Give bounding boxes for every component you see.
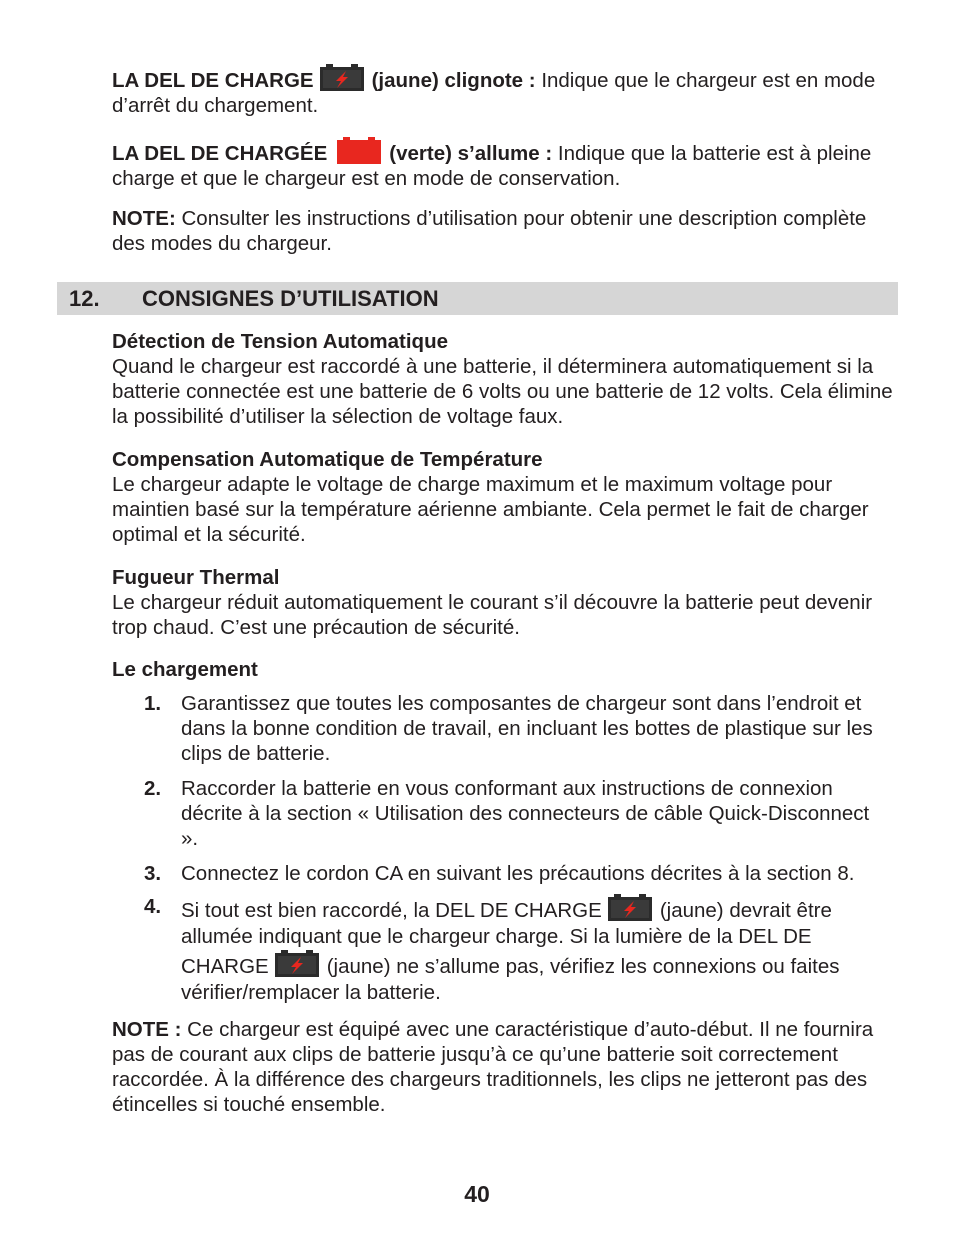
note-label: NOTE : [112, 1018, 182, 1041]
led-charging-state: (jaune) clignote : [371, 69, 536, 92]
subsection-heading: Fugueur Thermal [112, 566, 280, 589]
section-header [57, 282, 898, 315]
list-item-number: 1. [144, 692, 162, 715]
list-item [112, 691, 881, 766]
note-text: Consulter les instructions d’utilisation pour obtenir une description complète des modes du chargeur. [112, 207, 867, 255]
note-label: NOTE: [112, 207, 176, 230]
list-item [112, 861, 901, 886]
list-item [112, 776, 881, 851]
list-item-text: Si tout est bien raccordé, la DEL DE CHARGE [181, 899, 602, 922]
note-text: Ce chargeur est équipé avec une caractéristique d’auto-début. Il ne fournira pas de courant aux clips de batterie jusqu’à ce qu’une batterie soit correctement raccordée. À la différence des chargeurs traditionnels, les clips ne jetteront pas des étincelles si touché ensemble. [112, 1018, 874, 1116]
list-item-text: Raccorder la batterie en vous conformant aux instructions de connexion décrite à la section « Utilisation des connecteurs de câble Quick-Disconnect ». [181, 777, 870, 850]
subsection-thermal [112, 565, 902, 640]
led-charged-state: (verte) s’allume : [389, 142, 553, 165]
list-item-text: (jaune) devrait être allumée indiquant que le chargeur charge. Si la lumière de la DEL DE CHARGE [181, 899, 832, 978]
led-charging-paragraph [112, 64, 902, 118]
list-item-text: Garantissez que toutes les composantes de chargeur sont dans l’endroit et dans la bonne condition de travail, en incluant les bottes de plastique sur les clips de batterie. [181, 692, 873, 765]
list-item [112, 894, 881, 1006]
charging-battery-icon [320, 64, 364, 91]
note-modes [112, 206, 902, 256]
charging-steps-list [112, 691, 912, 1006]
subsection-heading: Le chargement [112, 658, 258, 681]
led-charged-paragraph [112, 137, 902, 191]
led-charged-desc: Indique que la batterie est à pleine charge et que le chargeur est en mode de conservation. [112, 142, 872, 190]
list-item-number: 2. [144, 777, 162, 800]
subsection-text: Le chargeur adapte le voltage de charge maximum et le maximum voltage pour maintien basé sur la température aérienne ambiante. Cela permet le fait de charger optimal et la sécurité. [112, 473, 869, 546]
page-number: 40 [464, 1181, 490, 1207]
list-item-number: 4. [144, 895, 162, 918]
note-auto-start [112, 1017, 902, 1117]
led-charging-label: LA DEL DE CHARGE [112, 69, 314, 92]
led-charged-label: LA DEL DE CHARGÉE [112, 142, 328, 165]
subsection-heading: Détection de Tension Automatique [112, 330, 448, 353]
led-charging-desc: Indique que le chargeur est en mode d’arrêt du chargement. [112, 69, 876, 117]
subsection-text: Le chargeur réduit automatiquement le courant s’il découvre la batterie peut devenir trop chaud. C’est une précaution de sécurité. [112, 591, 873, 639]
subsection-text: Quand le chargeur est raccordé à une batterie, il déterminera automatiquement si la batterie connectée est une batterie de 6 volts ou une batterie de 12 volts. Cela élimine la possibilité d’utiliser la sélection de voltage faux. [112, 355, 893, 428]
charged-battery-icon [337, 137, 381, 164]
subsection-temp-compensation [112, 447, 902, 547]
list-item-text: (jaune) ne s’allume pas, vérifiez les connexions ou faites vérifier/remplacer la batterie. [181, 955, 840, 1004]
subsection-charging [112, 657, 902, 682]
section-number: 12. [69, 286, 100, 311]
charging-battery-icon [275, 950, 319, 977]
list-item-number: 3. [144, 862, 162, 885]
subsection-heading: Compensation Automatique de Température [112, 448, 543, 471]
section-title: CONSIGNES D’UTILISATION [142, 286, 439, 311]
subsection-auto-voltage [112, 329, 902, 429]
list-item-text: Connectez le cordon CA en suivant les précautions décrites à la section 8. [181, 862, 855, 885]
charging-battery-icon [608, 894, 652, 921]
